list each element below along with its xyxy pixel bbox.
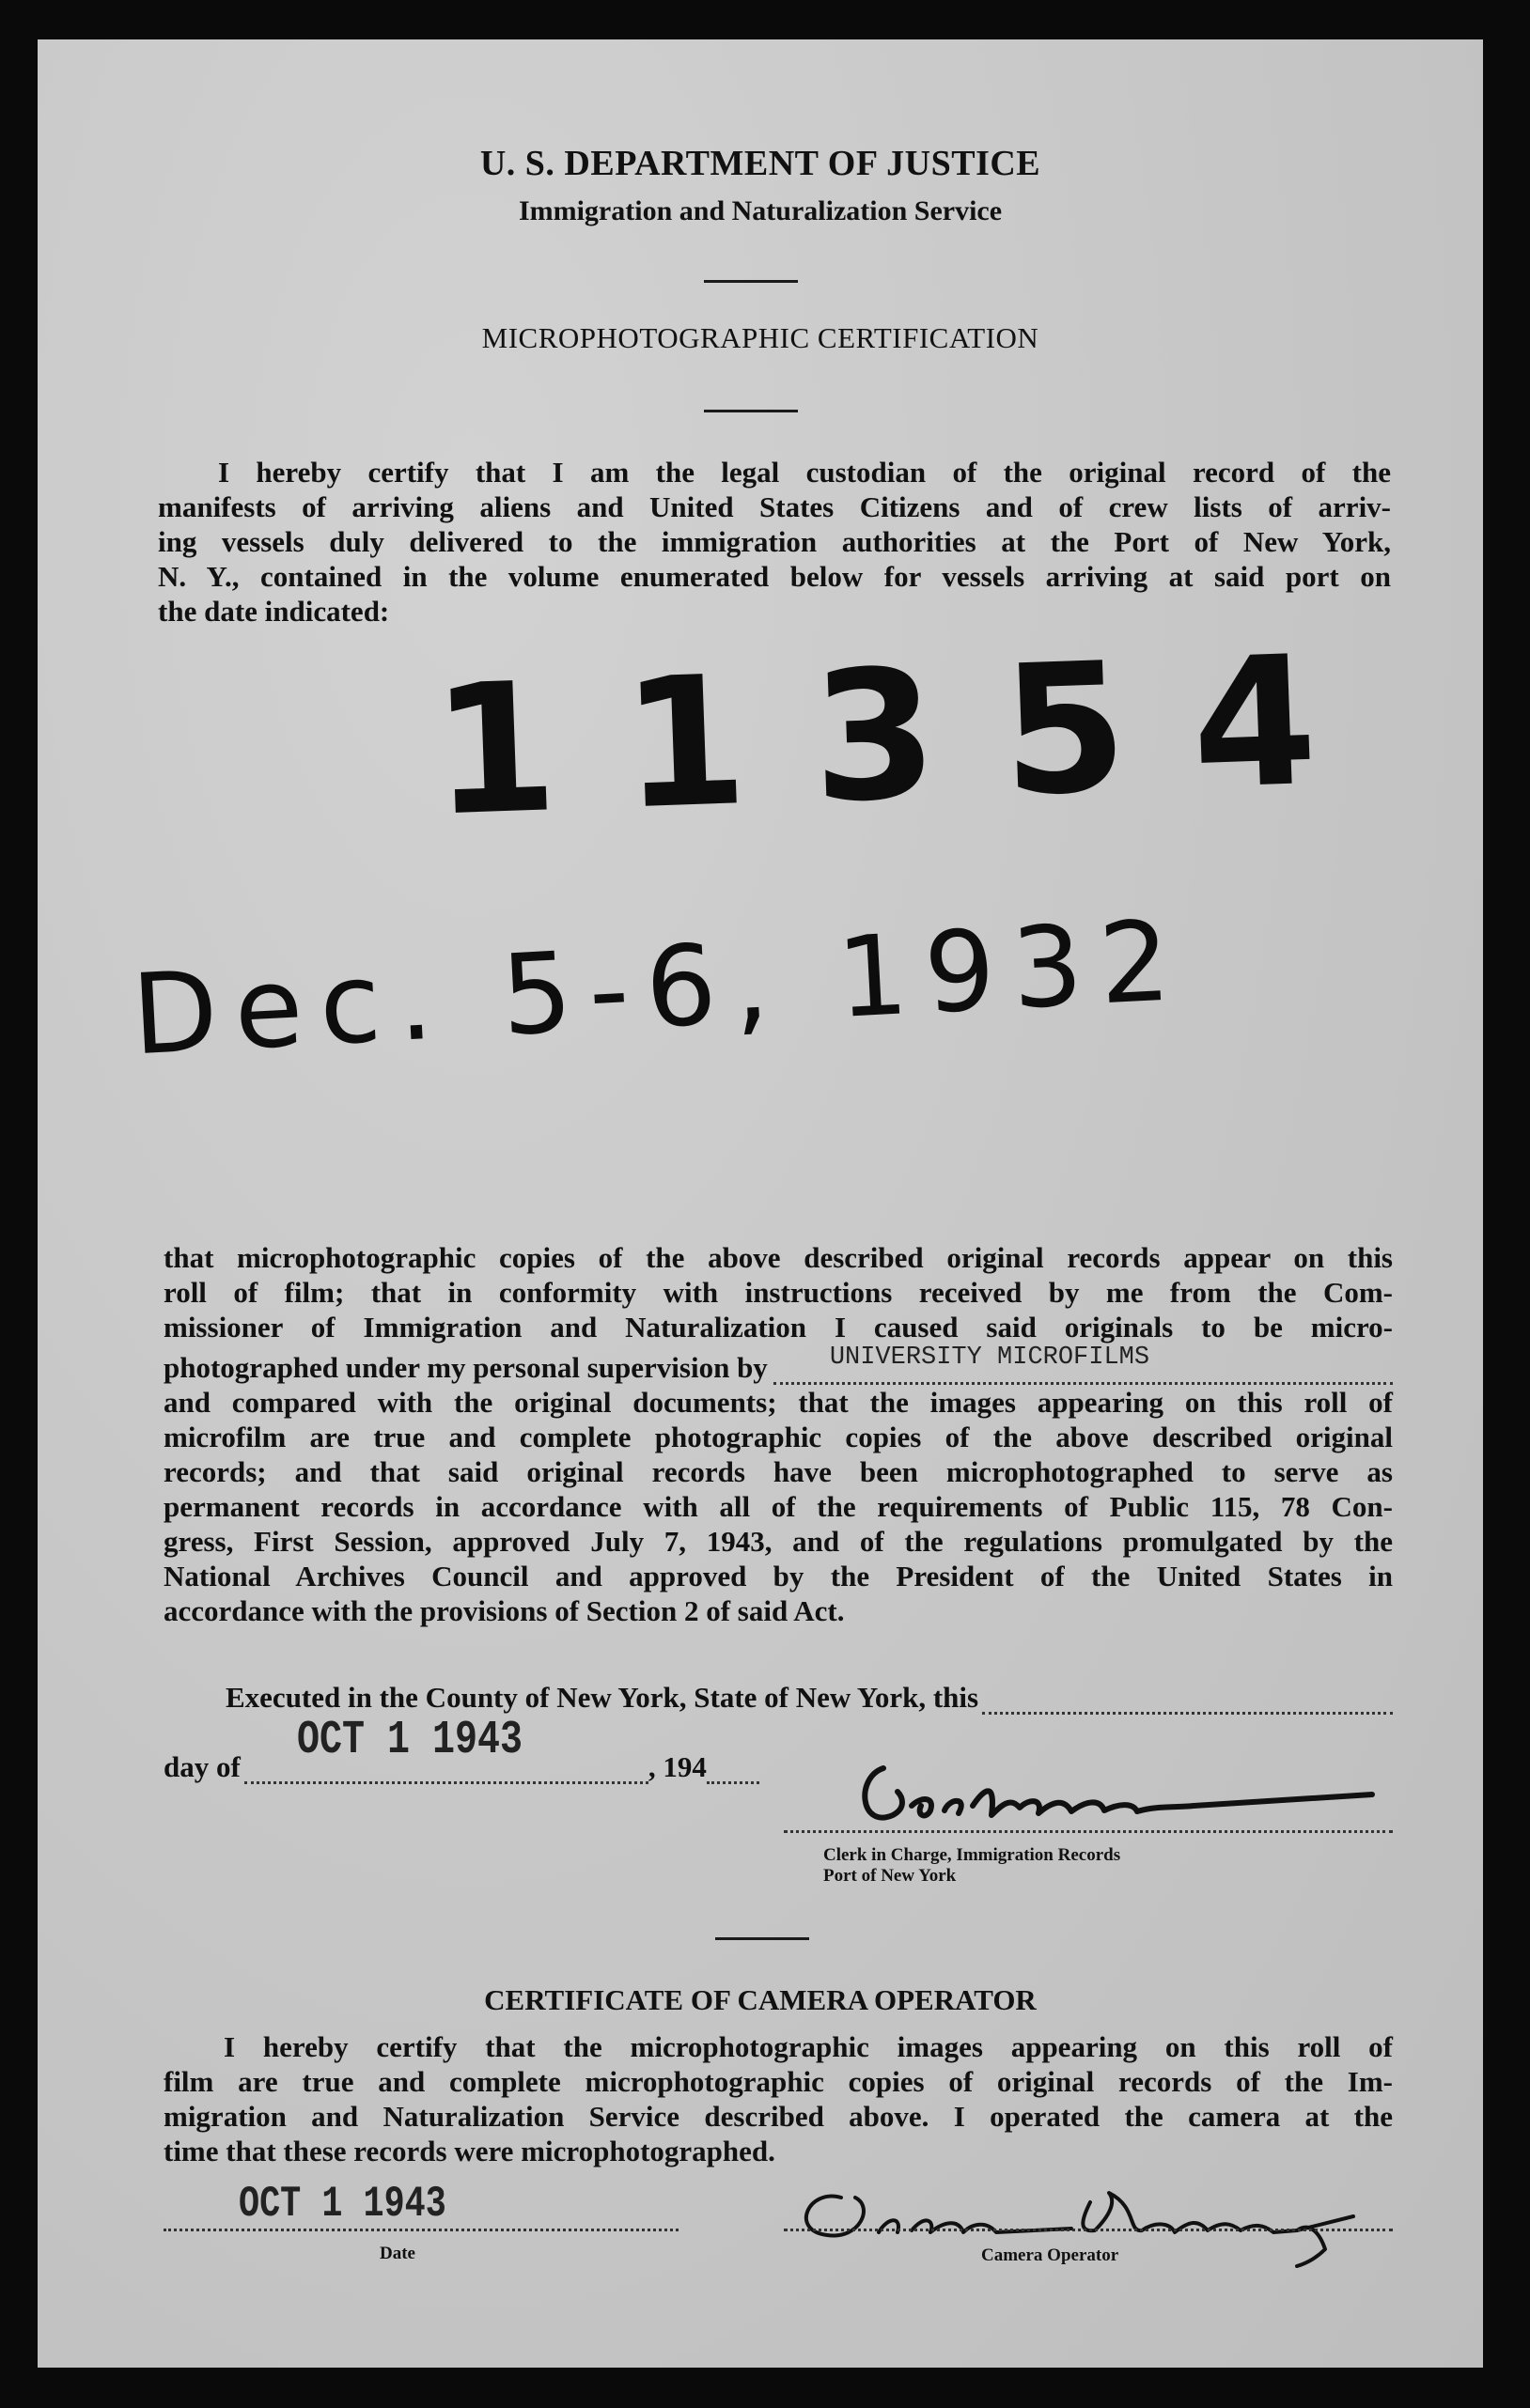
microfilmer-stamp: UNIVERSITY MICROFILMS [829, 1344, 1150, 1372]
clerk-signature [818, 1740, 1382, 1853]
year-label: , 194 [648, 1750, 707, 1783]
camera-certificate-title: CERTIFICATE OF CAMERA OPERATOR [484, 1983, 1037, 2016]
handwritten-volume-date: Dec. 5-6, 1932 [129, 894, 1191, 1080]
microfilmer-field [773, 1344, 1393, 1385]
divider [704, 410, 798, 412]
intro-line: manifests of arriving aliens and United States Citizens and of crew lists of arriv- [158, 490, 1391, 523]
intro-line: ing vessels duly delivered to the immigration authorities at the Port of New York, [158, 525, 1391, 558]
body-line: National Archives Council and approved by the President of the United States in [164, 1560, 1393, 1592]
day-of-label: day of [164, 1750, 241, 1783]
service-subheading: Immigration and Naturalization Service [518, 195, 1003, 226]
body-line: accordance with the provisions of Section 2 of said Act. [164, 1594, 845, 1627]
clerk-title: Clerk in Charge, Immigration Records [823, 1845, 1121, 1865]
camera-line: film are true and complete microphotographic copies of original records of the Im- [164, 2065, 1393, 2098]
clerk-signature-line [784, 1830, 1393, 1833]
divider [715, 1937, 809, 1940]
form-title: MICROPHOTOGRAPHIC CERTIFICATION [481, 321, 1039, 354]
camera-operator-line [784, 2229, 1393, 2231]
day-of-field [244, 1714, 648, 1784]
body-line: photographed under my personal supervision by [164, 1351, 768, 1384]
camera-date-stamp: OCT 1 1943 [239, 2180, 446, 2229]
executed-day-field [982, 1687, 1393, 1715]
handwritten-volume-number: 11354 [429, 614, 1386, 856]
body-line: microfilm are true and complete photographic copies of the above described original [164, 1421, 1393, 1453]
camera-line: I hereby certify that the microphotographic images appearing on this roll of [224, 2030, 1393, 2063]
year-field [707, 1757, 759, 1784]
divider [704, 280, 798, 283]
body-paragraph [164, 1240, 1393, 1628]
camera-date-label: Date [380, 2244, 415, 2263]
body-line: gress, First Session, approved July 7, 1943, and of the regulations promulgated by the [164, 1525, 1393, 1558]
executed-line [226, 1680, 1393, 1715]
clerk-location: Port of New York [823, 1866, 957, 1886]
camera-certificate-paragraph [164, 2029, 1393, 2168]
department-heading: U. S. DEPARTMENT OF JUSTICE [479, 144, 1041, 183]
camera-operator-label: Camera Operator [981, 2245, 1119, 2265]
body-line: that microphotographic copies of the above described original records appear on this [164, 1241, 1393, 1274]
intro-line: I hereby certify that I am the legal custodian of the original record of the [218, 456, 1391, 489]
body-line: permanent records in accordance with all of the requirements of Public 115, 78 Con- [164, 1490, 1393, 1523]
body-line: roll of film; that in conformity with instructions received by me from the Com- [164, 1276, 1393, 1309]
certificate-page [38, 39, 1483, 2368]
camera-line: time that these records were microphotographed. [164, 2135, 775, 2167]
day-of-date-stamp: OCT 1 1943 [296, 1714, 523, 1767]
intro-line: the date indicated: [158, 595, 390, 628]
body-line: missioner of Immigration and Naturalization I caused said originals to be micro- [164, 1311, 1393, 1344]
day-of-line [164, 1714, 840, 1784]
camera-date-line [164, 2229, 679, 2231]
intro-paragraph [158, 455, 1391, 629]
executed-text: Executed in the County of New York, State of New York, this [226, 1681, 979, 1714]
intro-line: N. Y., contained in the volume enumerated below for vessels arriving at said port on [158, 560, 1391, 593]
body-line: and compared with the original documents; that the images appearing on this roll of [164, 1386, 1393, 1419]
body-line: records; and that said original records have been microphotographed to serve as [164, 1455, 1393, 1488]
camera-line: migration and Naturalization Service described above. I operated the camera at the [164, 2100, 1393, 2133]
